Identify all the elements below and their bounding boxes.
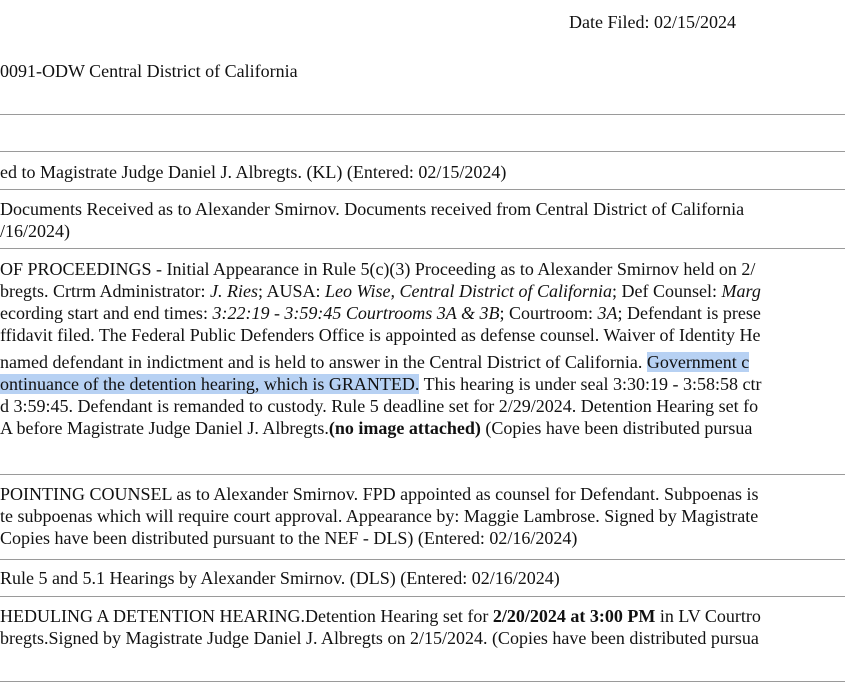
docket-text-line: te subpoenas which will require court approval. Appearance by: Maggie Lambrose. Signed by Magistrate: [0, 506, 759, 526]
text-run: This hearing is under seal 3:30:19 - 3:58:58 ctr: [419, 374, 762, 394]
docket-text-line: [0, 280, 761, 302]
docket-text-line: Copies have been distributed pursuant to the NEF - DLS) (Entered: 02/16/2024): [0, 528, 578, 548]
docket-text-line: Documents Received as to Alexander Smirnov. Documents received from Central District of California: [0, 199, 745, 219]
date-filed: Date Filed: 02/15/2024: [569, 12, 736, 32]
text-run: ; AUSA:: [257, 281, 325, 301]
docket-text-line: /16/2024): [0, 221, 70, 241]
case-number-line: 0091-ODW Central District of California: [0, 61, 298, 81]
divider: [0, 596, 845, 597]
docket-text-line: bregts.Signed by Magistrate Judge Daniel J. Albregts on 2/15/2024. (Copies have been distributed pursua: [0, 628, 759, 648]
text-run: named defendant in indictment and is held to answer in the Central District of California.: [0, 352, 647, 372]
courtroom: 3A: [597, 303, 618, 323]
divider: [0, 248, 845, 249]
docket-text-line: ed to Magistrate Judge Daniel J. Albregts. (KL) (Entered: 02/15/2024): [0, 162, 507, 182]
ausa-name: Leo Wise, Central District of California: [325, 281, 613, 301]
divider: [0, 151, 845, 152]
recording-times: 3:22:19 - 3:59:45 Courtrooms 3A & 3B: [212, 303, 500, 323]
divider: [0, 114, 845, 115]
docket-text-line: [0, 417, 752, 439]
divider: [0, 189, 845, 190]
docket-text-line: OF PROCEEDINGS - Initial Appearance in Rule 5(c)(3) Proceeding as to Alexander Smirnov held on 2/: [0, 259, 756, 279]
hearing-datetime: 2/20/2024 at 3:00 PM: [492, 606, 656, 626]
highlighted-selection[interactable]: ontinuance of the detention hearing, which is GRANTED.: [0, 374, 420, 394]
text-run: ; Def Counsel:: [612, 281, 722, 301]
def-counsel-name: Marg: [721, 281, 761, 301]
text-run: HEDULING A DETENTION HEARING.Detention Hearing set for: [0, 606, 493, 626]
docket-text-line: d 3:59:45. Defendant is remanded to custody. Rule 5 deadline set for 2/29/2024. Detention Hearing set fo: [0, 396, 759, 416]
highlighted-selection[interactable]: Government c: [646, 352, 750, 372]
text-run: ; Defendant is prese: [617, 303, 761, 323]
docket-text-line: POINTING COUNSEL as to Alexander Smirnov. FPD appointed as counsel for Defendant. Subpoenas is: [0, 484, 759, 504]
text-run: bregts. Crtrm Administrator:: [0, 281, 210, 301]
text-run: ecording start and end times:: [0, 303, 213, 323]
docket-text-line: Rule 5 and 5.1 Hearings by Alexander Smirnov. (DLS) (Entered: 02/16/2024): [0, 568, 560, 588]
docket-text-line: ffidavit filed. The Federal Public Defenders Office is appointed as defense counsel. Waiver of Identity He: [0, 325, 761, 345]
divider: [0, 681, 845, 682]
text-run: (Copies have been distributed pursua: [480, 418, 753, 438]
divider: [0, 559, 845, 560]
text-run: ; Courtroom:: [499, 303, 598, 323]
docket-text-line: [0, 605, 761, 627]
text-run: A before Magistrate Judge Daniel J. Albregts.: [0, 418, 329, 438]
docket-text-line: [0, 302, 761, 324]
no-image-note: (no image attached): [328, 418, 481, 438]
divider: [0, 474, 845, 475]
docket-text-line: [0, 373, 762, 395]
text-run: in LV Courtro: [655, 606, 761, 626]
docket-text-line: [0, 351, 749, 373]
clerk-name: J. Ries: [209, 281, 258, 301]
